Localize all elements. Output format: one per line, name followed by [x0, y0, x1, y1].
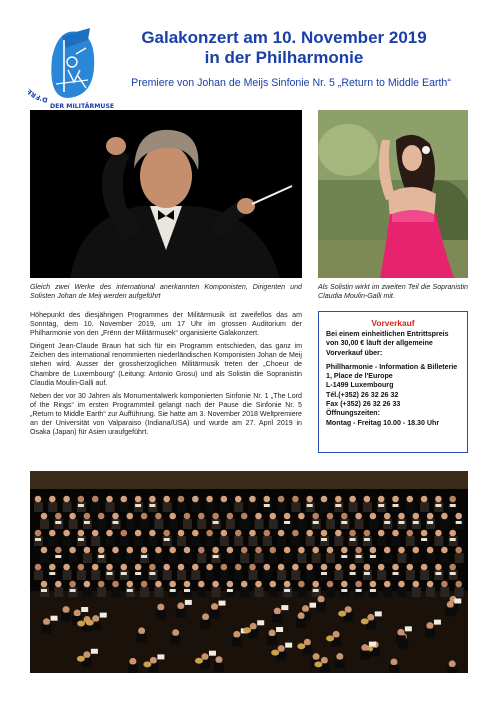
body-paragraph-3: Neben der vor 30 Jahren als Monumentalwerk komponierten Sinfonie Nr. 1 „The Lord of the Rings“ im ersten Programmteil gelangt nach der Pause die Sinfonie Nr. 5 „Return to Middle Earth“ zur Aufführung. Sie hatte am 3. November 2018 Weltpremiere an der Universität von Valparaiso (Indiana/USA) und wurde am 27. April 2019 in Osaka (Japan) für Asien uraufgeführt. [30, 391, 302, 437]
title-line-2: in der Philharmonie [204, 48, 364, 67]
vorverkauf-intro: Bei einem einheitlichen Entrittspreis von 30,00 € läuft der allgemeine Vorverkauf über: [326, 330, 449, 357]
venue-fax: Fax (+352) 26 32 26 33 [326, 400, 401, 409]
page-subtitle: Premiere von Johan de Meijs Sinfonie Nr. 5 „Return to Middle Earth“ [131, 77, 451, 89]
vorverkauf-title: Vorverkauf [371, 318, 415, 328]
conductor-photo [30, 110, 302, 278]
orchestra-choir-photo [30, 471, 468, 673]
logo-arc-text: D'FR [29, 90, 49, 104]
venue-city: L-1499 Luxembourg [326, 381, 394, 390]
opening-hours: Montag - Freitag 10.00 - 18.30 Uhr [326, 418, 440, 427]
caption-soprano: Als Solistin wirkt im zweiten Teil die Sopranistin Claudia Moulin-Galli mit. [318, 283, 468, 301]
svg-text:D'FRËNN VUN DER [28, 44, 48, 104]
association-logo [28, 18, 114, 114]
title-line-1: Galakonzert am 10. November 2019 [141, 28, 427, 47]
vorverkauf-box [318, 311, 468, 453]
soprano-photo [318, 110, 468, 278]
venue-street: 1, Place de l'Europe [326, 372, 393, 381]
body-paragraph-1: Höhepunkt des diesjährigen Programmes der Militärmusik ist zweifellos das am Sonntag, dem 10. November 2019, um 17 Uhr im grossen Auditorium der Philharmonie von den „Frënn der Militärmusek“ organisierte Galakonzert. [30, 311, 302, 338]
venue-name: Phillharmonie - Information & Billeterie [326, 362, 458, 371]
venue-phone: Tél.(+352) 26 32 26 32 [326, 390, 399, 399]
page-title [118, 28, 450, 68]
opening-hours-label: Öffnungszeiten: [326, 409, 380, 418]
article-body [30, 311, 302, 441]
body-paragraph-2: Dirigent Jean-Claude Braun hat sich für ein Programm entschieden, das ganz im Zeichen des international renommierten niederländischen Komponisten Johan de Meij stehen wird. Ausser der grossherzoglichen Militärmusik treten der „Choeur de Chambre de Luxembourg“ (Leitung: Antonio Grosu) und als Solistin die Sopranistin Claudia Moulin-Galli auf. [30, 342, 302, 387]
caption-conductor: Gleich zwei Werke des international anerkannten Komponisten, Dirigenten und Solisten Johan de Meij werden aufgeführt [30, 283, 302, 301]
logo-bottom-text: DER MILITÄRMUSEK [50, 103, 114, 110]
